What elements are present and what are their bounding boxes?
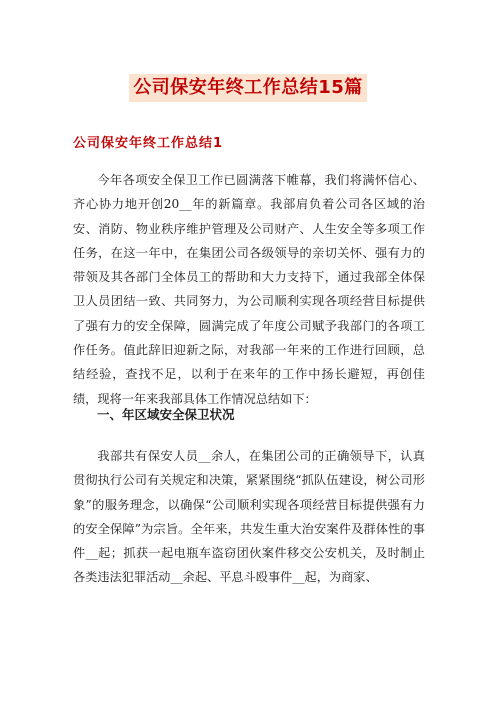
sub-heading: 一、年区域安全保卫状况 <box>97 407 235 422</box>
body-paragraph-1: 今年各项安全保卫工作已圆满落下帷幕，我们将满怀信心、齐心协力地开创20__年的新篇章。我部肩负着公司各区域的治安、消防、物业秩序维护管理及公司财产、人生安全等多项工作任务，在这一年中，在集团公司各级领导的亲切关怀、强有力的带领及其各部门全体员工的帮助和大力支持下，通过我部全体保卫人员团结一致、共同努力，为公司顺利实现各项经营目标提供了强有力的安全保障，圆满完成了年度公司赋予我部门的各项工作任务。值此辞旧迎新之际，对我部一年来的工作进行回顾，总结经验，查找不足，以利于在来年的工作中扬长避短，再创佳绩，现将一年来我部具体工作情况总结如下： <box>73 173 425 406</box>
title-container <box>0 74 496 102</box>
document-title: 公司保安年终工作总结15篇 <box>129 74 367 102</box>
body-paragraph-2: 我部共有保安人员__余人，在集团公司的正确领导下，认真贯彻执行公司有关规定和决策，紧紧围绕“抓队伍建设，树公司形象”的服务理念，以确保“公司顺利实现各项经营目标提供强有力的安全保障”为宗旨。全年来，共发生重大治安案件及群体性的事件__起；抓获一起电瓶车盗窃团伙案件移交公安机关，及时制止各类违法犯罪活动__余起、平息斗殴事件__起，为商家、 <box>73 449 425 585</box>
section-heading: 公司保安年终工作总结1 <box>73 136 224 151</box>
